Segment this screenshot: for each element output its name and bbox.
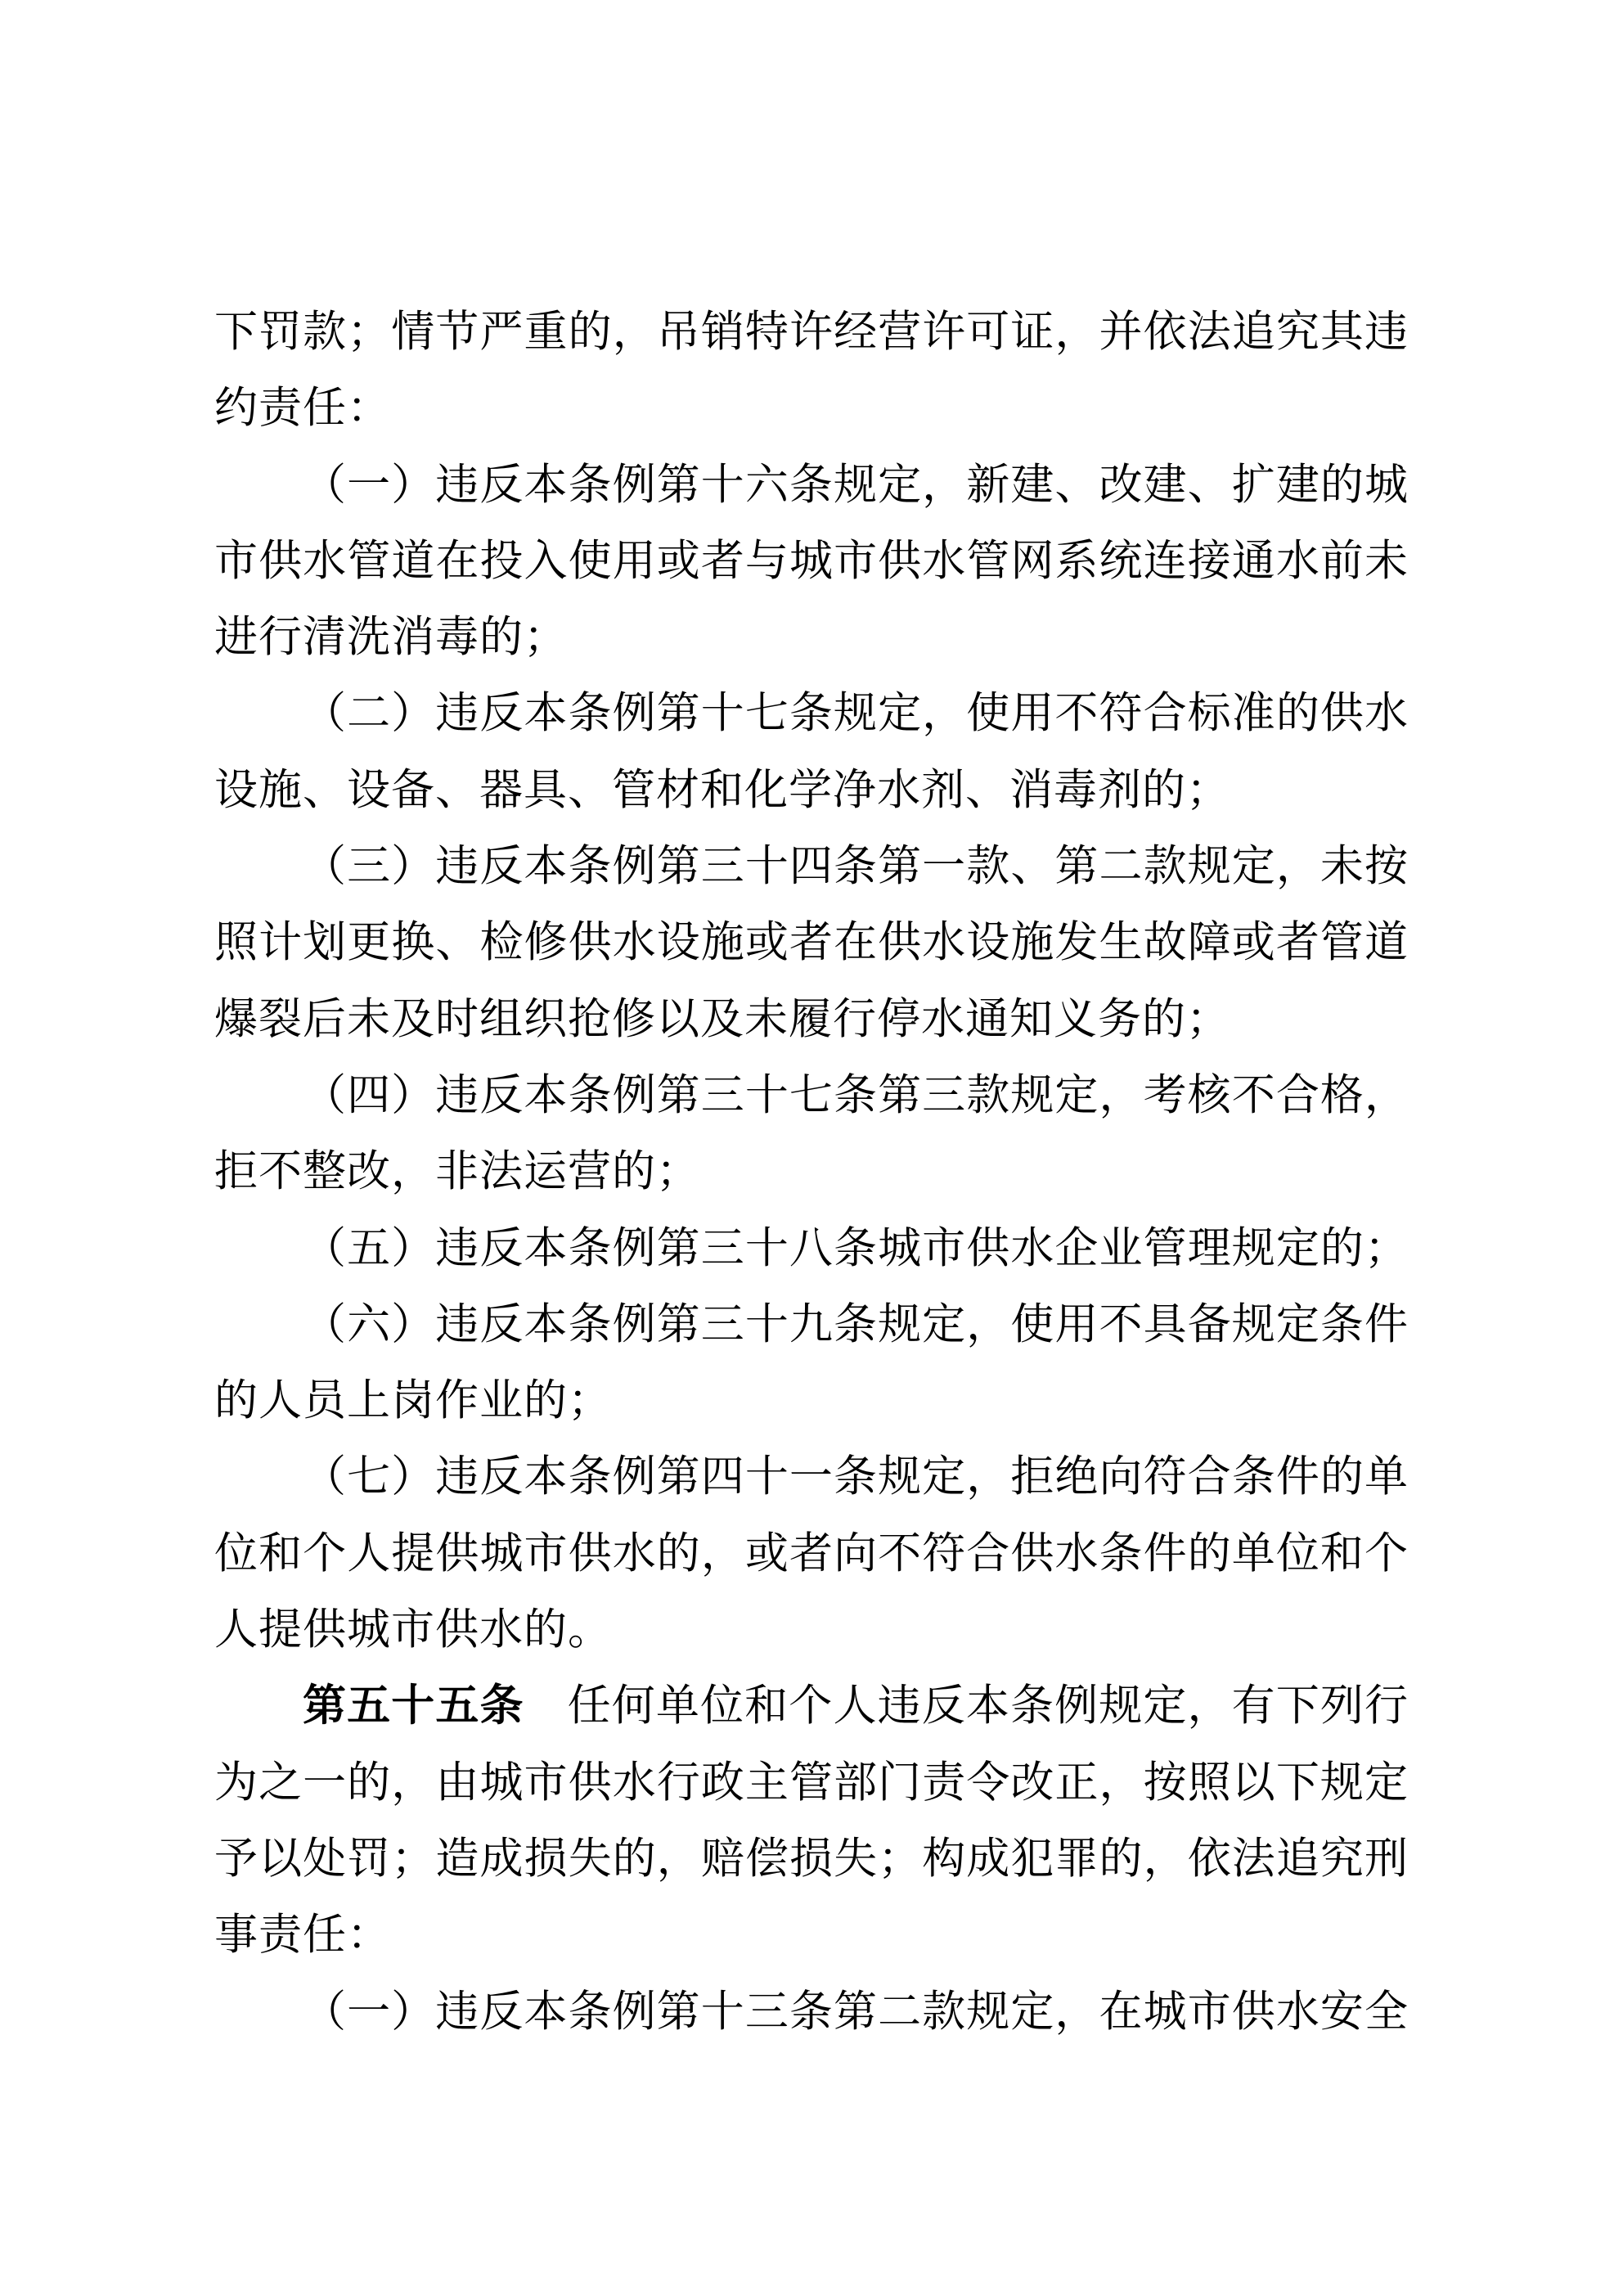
text-line: 予以处罚；造成损失的，赔偿损失；构成犯罪的，依法追究刑: [214, 1835, 1409, 1883]
text-line: [214, 1668, 1409, 1745]
text-line: 事责任：: [214, 1911, 391, 1960]
text-line: （三）违反本条例第三十四条第一款、第二款规定，未按: [303, 843, 1409, 891]
text-line: 拒不整改，非法运营的；: [214, 1148, 700, 1196]
text-line: （一）违反本条例第十六条规定，新建、改建、扩建的城: [303, 461, 1409, 509]
text-line: （四）违反本条例第三十七条第三款规定，考核不合格，: [303, 1071, 1409, 1119]
text-line: 爆裂后未及时组织抢修以及未履行停水通知义务的；: [214, 995, 1230, 1043]
text-line: 的人员上岗作业的；: [214, 1377, 612, 1425]
text-line: （二）违反本条例第十七条规定，使用不符合标准的供水: [303, 690, 1409, 738]
text-line: 位和个人提供城市供水的，或者向不符合供水条件的单位和个: [214, 1529, 1409, 1578]
text-line: 人提供城市供水的。: [214, 1606, 612, 1654]
text-line: （五）违反本条例第三十八条城市供水企业管理规定的；: [303, 1224, 1409, 1272]
text-line: 照计划更换、检修供水设施或者在供水设施发生故障或者管道: [214, 919, 1409, 967]
text-line: 进行清洗消毒的；: [214, 614, 568, 662]
text-line: （七）违反本条例第四十一条规定，拒绝向符合条件的单: [303, 1453, 1409, 1501]
text-line: 下罚款；情节严重的，吊销特许经营许可证，并依法追究其违: [214, 308, 1409, 356]
text-line: （一）违反本条例第十三条第二款规定，在城市供水安全: [303, 1988, 1409, 2036]
article-number-label: 第五十五条: [303, 1682, 524, 1731]
text-line: 为之一的，由城市供水行政主管部门责令改正，按照以下规定: [214, 1758, 1409, 1807]
text-line: 设施、设备、器具、管材和化学净水剂、消毒剂的；: [214, 766, 1230, 814]
text-line: （六）违反本条例第三十九条规定，使用不具备规定条件: [303, 1300, 1409, 1348]
text-line: 市供水管道在投入使用或者与城市供水管网系统连接通水前未: [214, 537, 1409, 585]
text-line: 约责任：: [214, 385, 391, 433]
article-text: 任何单位和个人违反本条例规定，有下列行: [567, 1682, 1409, 1731]
document-text: [214, 295, 1409, 2051]
